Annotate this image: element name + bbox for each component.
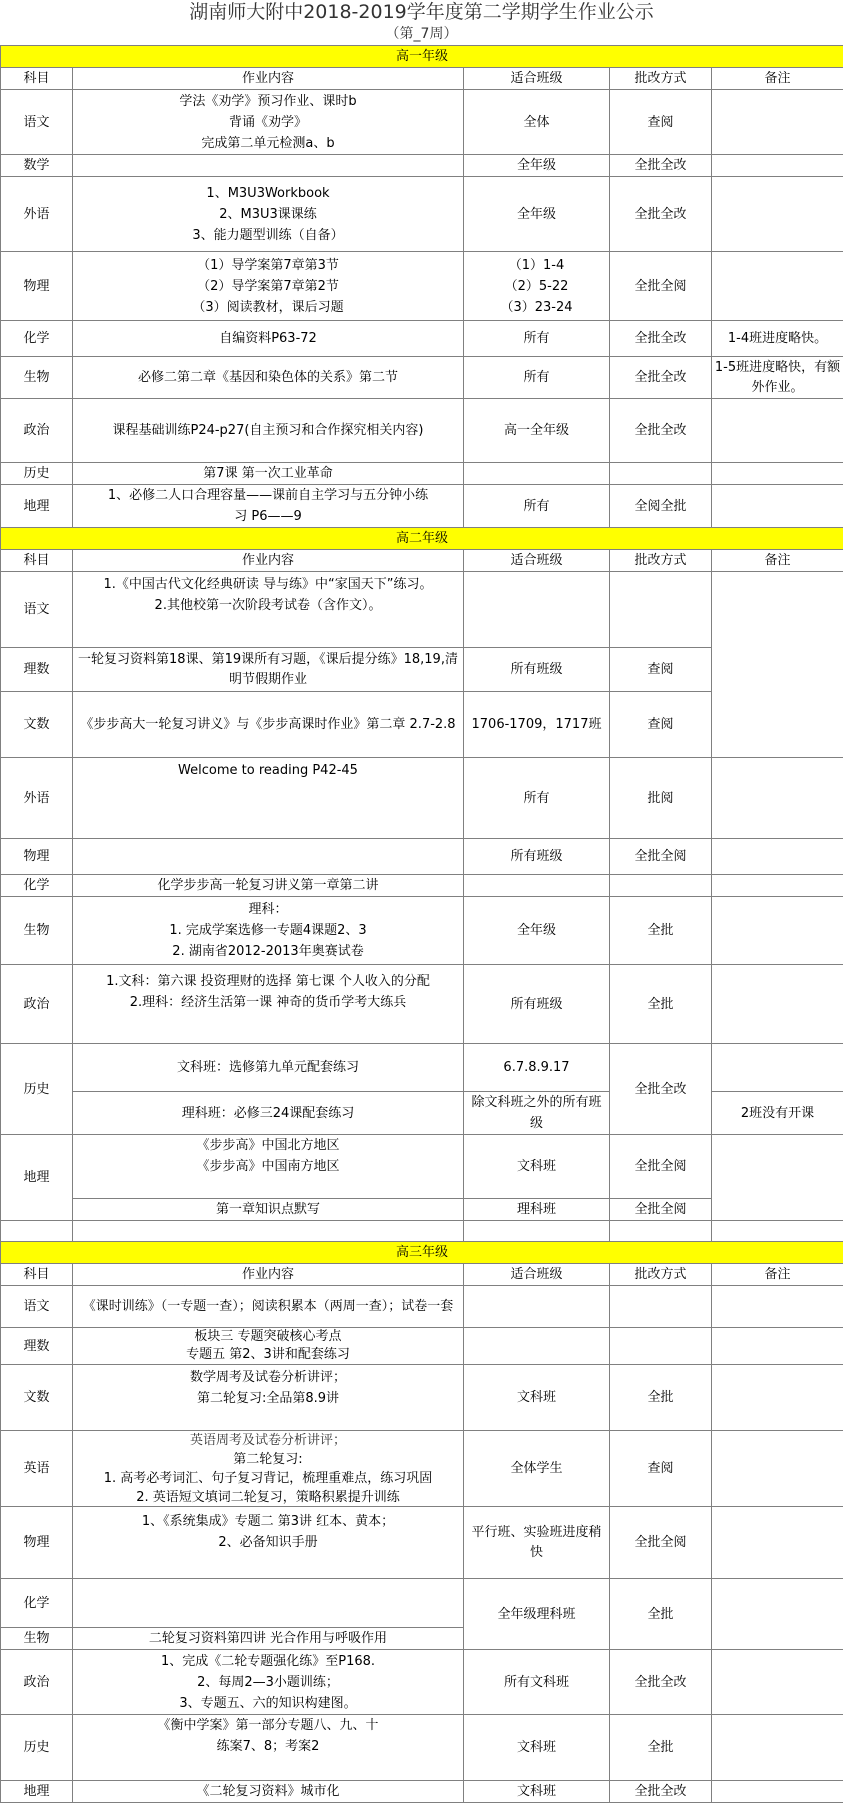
method-cell: 查阅: [610, 692, 712, 758]
note-cell: [712, 1650, 843, 1715]
header-note: 备注: [712, 68, 843, 90]
method-cell: 全批全阅: [610, 252, 712, 321]
note-cell: [712, 572, 843, 758]
header-subject: 科目: [1, 68, 73, 90]
classes-cell: 文科班: [464, 1135, 610, 1199]
header-content: 作业内容: [73, 68, 464, 90]
table-row: [1, 1092, 843, 1135]
classes-cell: 所有: [464, 357, 610, 399]
content-cell: 二轮复习资料第四讲 光合作用与呼吸作用: [73, 1628, 464, 1650]
note-cell: [712, 1328, 843, 1365]
note-cell: [712, 155, 843, 177]
header-content: 作业内容: [73, 1264, 464, 1286]
header-classes: 适合班级: [464, 550, 610, 572]
method-cell: 全批全阅: [610, 1199, 712, 1221]
method-cell: 全批全阅: [610, 1507, 712, 1579]
note-cell: [712, 252, 843, 321]
subject-cell: 化学: [1, 875, 73, 897]
table-row: [1, 839, 843, 875]
subject-cell: 政治: [1, 965, 73, 1044]
content-cell: 1、《系统集成》专题二 第3讲 红本、黄本； 2、必备知识手册: [73, 1507, 464, 1579]
header-subject: 科目: [1, 1264, 73, 1286]
content-cell: 《步步高大一轮复习讲义》与《步步高课时作业》第二章 2.7-2.8: [73, 692, 464, 758]
content-cell: 必修二第二章《基因和染色体的关系》第二节: [73, 357, 464, 399]
note-cell: [712, 1365, 843, 1431]
note-cell: [712, 485, 843, 528]
content-cell: 1、完成《二轮专题强化练》至P168. 2、每周2—3小题训练； 3、专题五、六的知识构建图。: [73, 1650, 464, 1715]
header-method: 批改方式: [610, 1264, 712, 1286]
note-cell: 2班没有开课: [712, 1092, 843, 1135]
classes-cell: 文科班: [464, 1365, 610, 1431]
note-cell: [712, 758, 843, 839]
classes-cell: 高一全年级: [464, 399, 610, 463]
table-row: [1, 965, 843, 1044]
note-cell: [712, 90, 843, 155]
subject-cell: 文数: [1, 1365, 73, 1431]
subject-cell: 理数: [1, 648, 73, 692]
subject-cell: 生物: [1, 357, 73, 399]
table-row: [1, 1328, 843, 1365]
subject-cell: 政治: [1, 1650, 73, 1715]
table-row: [1, 321, 843, 357]
content-cell: 1、必修二人口合理容量——课前自主学习与五分钟小练习 P6——9: [73, 485, 464, 528]
header-classes: 适合班级: [464, 68, 610, 90]
method-cell: 全批: [610, 897, 712, 965]
classes-cell: 1706-1709，1717班: [464, 692, 610, 758]
section-title: 高二年级: [1, 528, 843, 550]
note-cell: [712, 1781, 843, 1803]
table-row: [1, 252, 843, 321]
note-cell: [712, 1044, 843, 1092]
subject-cell: 历史: [1, 463, 73, 485]
note-cell: [712, 399, 843, 463]
subject-cell: 地理: [1, 485, 73, 528]
method-cell: 全批全改: [610, 1781, 712, 1803]
table-row: [1, 1044, 843, 1092]
note-cell: 1-4班进度略快。: [712, 321, 843, 357]
table-row: [1, 1781, 843, 1803]
section-title: 高三年级: [1, 1242, 843, 1264]
method-cell: 全批全阅: [610, 839, 712, 875]
table-row: [1, 155, 843, 177]
table-row: [1, 1135, 843, 1199]
classes-cell: [464, 463, 610, 485]
content-cell: 课程基础训练P24-p27(自主预习和合作探究相关内容): [73, 399, 464, 463]
method-cell: 全批: [610, 1579, 712, 1650]
classes-cell: 6.7.8.9.17: [464, 1044, 610, 1092]
subject-cell: 生物: [1, 897, 73, 965]
table-row: [1, 1650, 843, 1715]
method-cell: 查阅: [610, 648, 712, 692]
method-cell: [610, 463, 712, 485]
content-cell: （1）导学案第7章第3节 （2）导学案第7章第2节 （3）阅读教材，课后习题: [73, 252, 464, 321]
subject-cell: 历史: [1, 1044, 73, 1135]
note-cell: [712, 875, 843, 897]
subject-cell: 语文: [1, 572, 73, 648]
table-row: [1, 1431, 843, 1507]
classes-cell: 全年级: [464, 177, 610, 252]
content-cell: [73, 1579, 464, 1628]
classes-cell: [464, 1286, 610, 1328]
classes-cell: 全年级: [464, 155, 610, 177]
content-cell: 第7课 第一次工业革命: [73, 463, 464, 485]
content-cell: 板块三 专题突破核心考点 专题五 第2、3讲和配套练习: [73, 1328, 464, 1365]
classes-cell: 所有班级: [464, 648, 610, 692]
content-cell: 1.文科：第六课 投资理财的选择 第七课 个人收入的分配 2.理科：经济生活第一课 神奇的货币学考大练兵: [73, 965, 464, 1044]
content-cell: Welcome to reading P42-45: [73, 758, 464, 839]
method-cell: 全批全改: [610, 1650, 712, 1715]
classes-cell: 除文科班之外的所有班级: [464, 1092, 610, 1135]
table-row: [1, 357, 843, 399]
table-row: [1, 758, 843, 839]
content-cell: 《步步高》中国北方地区 《步步高》中国南方地区: [73, 1135, 464, 1199]
method-cell: 批阅: [610, 758, 712, 839]
subject-cell: 外语: [1, 758, 73, 839]
method-cell: 全批全阅: [610, 1135, 712, 1199]
table-row: [1, 463, 843, 485]
classes-cell: 文科班: [464, 1715, 610, 1781]
content-cell: 文科班：选修第九单元配套练习: [73, 1044, 464, 1092]
table-row: [1, 90, 843, 155]
note-cell: 1-5班进度略快，有额外作业。: [712, 357, 843, 399]
page-title: 湖南师大附中2018-2019学年度第二学期学生作业公示: [189, 1, 654, 23]
classes-cell: [464, 572, 610, 648]
method-cell: [610, 572, 712, 648]
method-cell: 全阅全批: [610, 485, 712, 528]
note-cell: [712, 965, 843, 1044]
classes-cell: 全体学生: [464, 1431, 610, 1507]
classes-cell: （1）1-4 （2）5-22 （3）23-24: [464, 252, 610, 321]
content-cell: [73, 155, 464, 177]
note-cell: [712, 897, 843, 965]
classes-cell: 全年级理科班: [464, 1579, 610, 1650]
content-cell: 数学周考及试卷分析讲评； 第二轮复习:全品第8.9讲: [73, 1365, 464, 1431]
method-cell: 全批全改: [610, 1044, 712, 1135]
method-cell: [610, 875, 712, 897]
method-cell: 全批全改: [610, 321, 712, 357]
subject-cell: 文数: [1, 692, 73, 758]
classes-cell: 全体: [464, 90, 610, 155]
header-method: 批改方式: [610, 550, 712, 572]
header-subject: 科目: [1, 550, 73, 572]
table-row: [1, 572, 843, 648]
table-row: [1, 875, 843, 897]
method-cell: 全批全改: [610, 357, 712, 399]
classes-cell: 所有: [464, 758, 610, 839]
classes-cell: 所有班级: [464, 965, 610, 1044]
method-cell: 全批全改: [610, 399, 712, 463]
header-note: 备注: [712, 1264, 843, 1286]
content-cell: 第一章知识点默写: [73, 1199, 464, 1221]
subject-cell: 物理: [1, 839, 73, 875]
table-row: [1, 399, 843, 463]
table-row: [1, 177, 843, 252]
subject-cell: 地理: [1, 1781, 73, 1803]
content-cell: 一轮复习资料第18课、第19课所有习题，《课后提分练》18,19,清明节假期作业: [73, 648, 464, 692]
classes-cell: 全年级: [464, 897, 610, 965]
subject-cell: 生物: [1, 1628, 73, 1650]
content-cell: 自编资料P63-72: [73, 321, 464, 357]
content-cell: [73, 839, 464, 875]
subject-cell: 政治: [1, 399, 73, 463]
classes-cell: 所有: [464, 485, 610, 528]
homework-table: [0, 45, 843, 1803]
header-content: 作业内容: [73, 550, 464, 572]
subject-cell: 化学: [1, 321, 73, 357]
table-row: [1, 1579, 843, 1628]
method-cell: [610, 1328, 712, 1365]
subject-cell: 语文: [1, 1286, 73, 1328]
method-cell: 全批全改: [610, 177, 712, 252]
content-cell: 《二轮复习资料》城市化: [73, 1781, 464, 1803]
note-cell: [712, 177, 843, 252]
subject-cell: 外语: [1, 177, 73, 252]
week-subtitle: （第_7周）: [385, 26, 458, 42]
subject-cell: 英语: [1, 1431, 73, 1507]
method-cell: 全批: [610, 965, 712, 1044]
classes-cell: 平行班、实验班进度稍快: [464, 1507, 610, 1579]
header-classes: 适合班级: [464, 1264, 610, 1286]
content-cell: 化学步步高一轮复习讲义第一章第二讲: [73, 875, 464, 897]
classes-cell: 理科班: [464, 1199, 610, 1221]
subject-cell: 物理: [1, 1507, 73, 1579]
classes-cell: 所有文科班: [464, 1650, 610, 1715]
table-row: [1, 1365, 843, 1431]
subject-cell: 物理: [1, 252, 73, 321]
classes-cell: 所有: [464, 321, 610, 357]
classes-cell: 所有班级: [464, 839, 610, 875]
content-cell: 1.《中国古代文化经典研读 导与练》中“家国天下”练习。 2.其他校第一次阶段考试卷（含作文）。: [73, 572, 464, 648]
method-cell: 全批: [610, 1365, 712, 1431]
note-cell: [712, 1715, 843, 1781]
note-cell: [712, 1431, 843, 1507]
classes-cell: [464, 875, 610, 897]
method-cell: [610, 1286, 712, 1328]
subject-cell: 化学: [1, 1579, 73, 1628]
method-cell: 全批全改: [610, 155, 712, 177]
content-cell: 1、M3U3Workbook 2、M3U3课课练 3、能力题型训练（自备）: [73, 177, 464, 252]
method-cell: 全批: [610, 1715, 712, 1781]
subject-cell: 数学: [1, 155, 73, 177]
table-row: [1, 485, 843, 528]
subject-cell: 语文: [1, 90, 73, 155]
header-note: 备注: [712, 550, 843, 572]
content-cell: 《衡中学案》第一部分专题八、九、十 练案7、8；考案2: [73, 1715, 464, 1781]
table-row: [1, 897, 843, 965]
subject-cell: 理数: [1, 1328, 73, 1365]
subject-cell: 地理: [1, 1135, 73, 1221]
blank-row: [1, 1221, 843, 1242]
content-cell: 学法《劝学》预习作业、课时b 背诵《劝学》 完成第二单元检测a、b: [73, 90, 464, 155]
classes-cell: 文科班: [464, 1781, 610, 1803]
note-cell: [712, 463, 843, 485]
content-cell: 英语周考及试卷分析讲评； 第二轮复习: 1. 高考必考词汇、句子复习背记，梳理重难点，练习巩固 2. 英语短文填词二轮复习，策略积累提升训练: [73, 1431, 464, 1507]
subject-cell: 历史: [1, 1715, 73, 1781]
method-cell: 查阅: [610, 90, 712, 155]
note-cell: [712, 1579, 843, 1650]
content-cell: 理科： 1. 完成学案选修一专题4课题2、3 2. 湖南省2012-2013年奥赛试卷: [73, 897, 464, 965]
classes-cell: [464, 1328, 610, 1365]
header-method: 批改方式: [610, 68, 712, 90]
table-row: [1, 1286, 843, 1328]
section-title: 高一年级: [1, 46, 843, 68]
content-cell: 理科班：必修三24课配套练习: [73, 1092, 464, 1135]
table-row: [1, 1715, 843, 1781]
note-cell: [712, 1135, 843, 1221]
note-cell: [712, 1286, 843, 1328]
table-row: [1, 1507, 843, 1579]
note-cell: [712, 1507, 843, 1579]
method-cell: 查阅: [610, 1431, 712, 1507]
note-cell: [712, 839, 843, 875]
content-cell: 《课时训练》（一专题一查）；阅读积累本（两周一查）；试卷一套: [73, 1286, 464, 1328]
